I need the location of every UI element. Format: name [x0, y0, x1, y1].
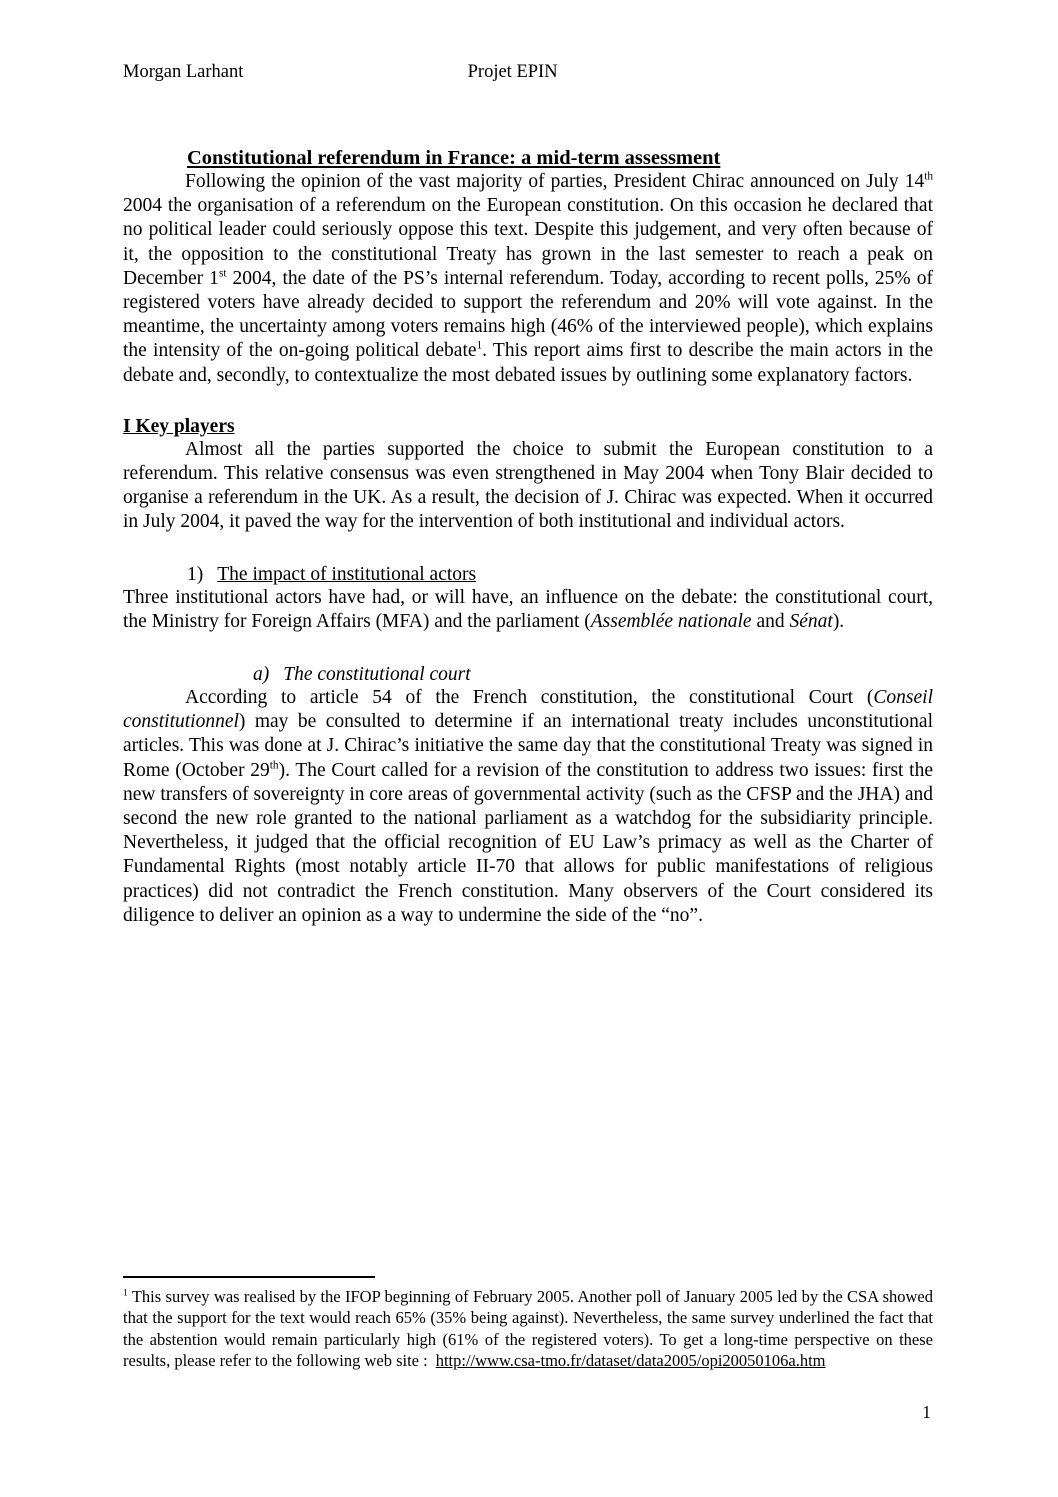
subsection-a-heading [253, 664, 933, 686]
subsection-1-number: 1) [187, 563, 204, 585]
footnote-reference: 1 [476, 339, 483, 352]
subsection-a-title: The constitutional court [283, 664, 471, 686]
author-name: Morgan Larhant [123, 62, 244, 82]
subsection-a-letter: a) [253, 664, 270, 686]
section-heading-key-players: I Key players [123, 415, 235, 437]
subsection-1-title: The impact of institutional actors [217, 563, 477, 585]
text-segment: . This report aims first to describe the main actors in the debate and, secondly, to contextualize the most debated issues by outlining some explanatory factors. [123, 340, 933, 386]
subsection-1-heading [187, 564, 933, 586]
footnote-link[interactable]: http://www.csa-tmo.fr/dataset/data2005/opi20050106a.htm [435, 1350, 826, 1370]
document-title: Constitutional referendum in France: a mid-term assessment [187, 147, 721, 169]
institutional-actors-paragraph [123, 586, 933, 634]
text-segment: 2004 the organisation of a referendum on the European constitution. On this occasion he declared that no political leader could seriously oppose this text. Despite this judgement, and very often because of it, the opposition to the constitutional Treaty has grown in the last semester to reach a peak on December 1 [123, 195, 933, 289]
text-segment: ) may be consulted to determine if an international treaty includes unconstitutional articles. This was done at J. Chirac’s initiative the same day that the constitutional Treaty was signed in Rome (October 29 [123, 711, 933, 781]
footnote-area [123, 1276, 933, 1371]
ordinal-superscript: th [269, 759, 279, 772]
footnote-separator [123, 1276, 375, 1278]
text-segment: ). [832, 610, 845, 632]
page-number: 1 [922, 1402, 931, 1422]
text-segment: According to article 54 of the French constitution, the constitutional Court ( [185, 687, 874, 709]
key-players-paragraph: Almost all the parties supported the choice to submit the European constitution to a referendum. This relative consensus was even strengthened in May 2004 when Tony Blair decided to organise a referendum in the UK. As a result, the decision of J. Chirac was expected. When it occurred in July 2004, it paved the way for the intervention of both institutional and individual actors. [123, 438, 933, 533]
italic-segment: Assemblée nationale [590, 610, 752, 632]
footnote-marker: 1 [123, 1287, 128, 1299]
intro-paragraph [123, 170, 933, 388]
footnote-text [123, 1286, 933, 1371]
document-header [123, 62, 933, 83]
project-name: Projet EPIN [467, 62, 558, 82]
italic-segment: Conseil constitutionnel [123, 687, 933, 733]
text-segment: This survey was realised by the IFOP beginning of February 2005. Another poll of January 2005 led by the CSA showed that the support for the text would reach 65% (35% being against). Nevertheless, the same survey underlined the fact that the abstention would remain particularly high (61% of the registered voters). To get a long-time perspective on these results, please refer to the following web site : [123, 1287, 933, 1370]
text-segment: Three institutional actors have had, or will have, an influence on the debate: the constitutional court, the Ministry for Foreign Affairs (MFA) and the parliament ( [123, 586, 933, 632]
constitutional-court-paragraph [123, 686, 933, 928]
ordinal-superscript: st [218, 267, 227, 280]
text-segment: ). The Court called for a revision of the constitution to address two issues: first the new transfers of sovereignty in core areas of governmental activity (such as the CFSP and the JHA) and second the new role granted to the national parliament as a watchdog for the subsidiarity principle. Nevertheless, it judged that the official recognition of EU Law’s primacy as well as the Charter of Fundamental Rights (most notably article II-70 that allows for public manifestations of religious practices) did not contradict the French constitution. Many observers of the Court considered its diligence to deliver an opinion as a way to undermine the side of the “no”. [123, 759, 933, 926]
text-segment: 2004, the date of the PS’s internal referendum. Today, according to recent polls, 25% of registered voters have already decided to support the referendum and 20% will vote against. In the meantime, the uncertainty among voters remains high (46% of the interviewed people), which explains the intensity of the on-going political debate [123, 267, 933, 362]
text-segment: and [751, 610, 790, 632]
ordinal-superscript: th [924, 170, 933, 183]
italic-segment: Sénat [789, 610, 833, 632]
text-segment: Following the opinion of the vast majority of parties, President Chirac announced on July 14 [185, 171, 925, 192]
